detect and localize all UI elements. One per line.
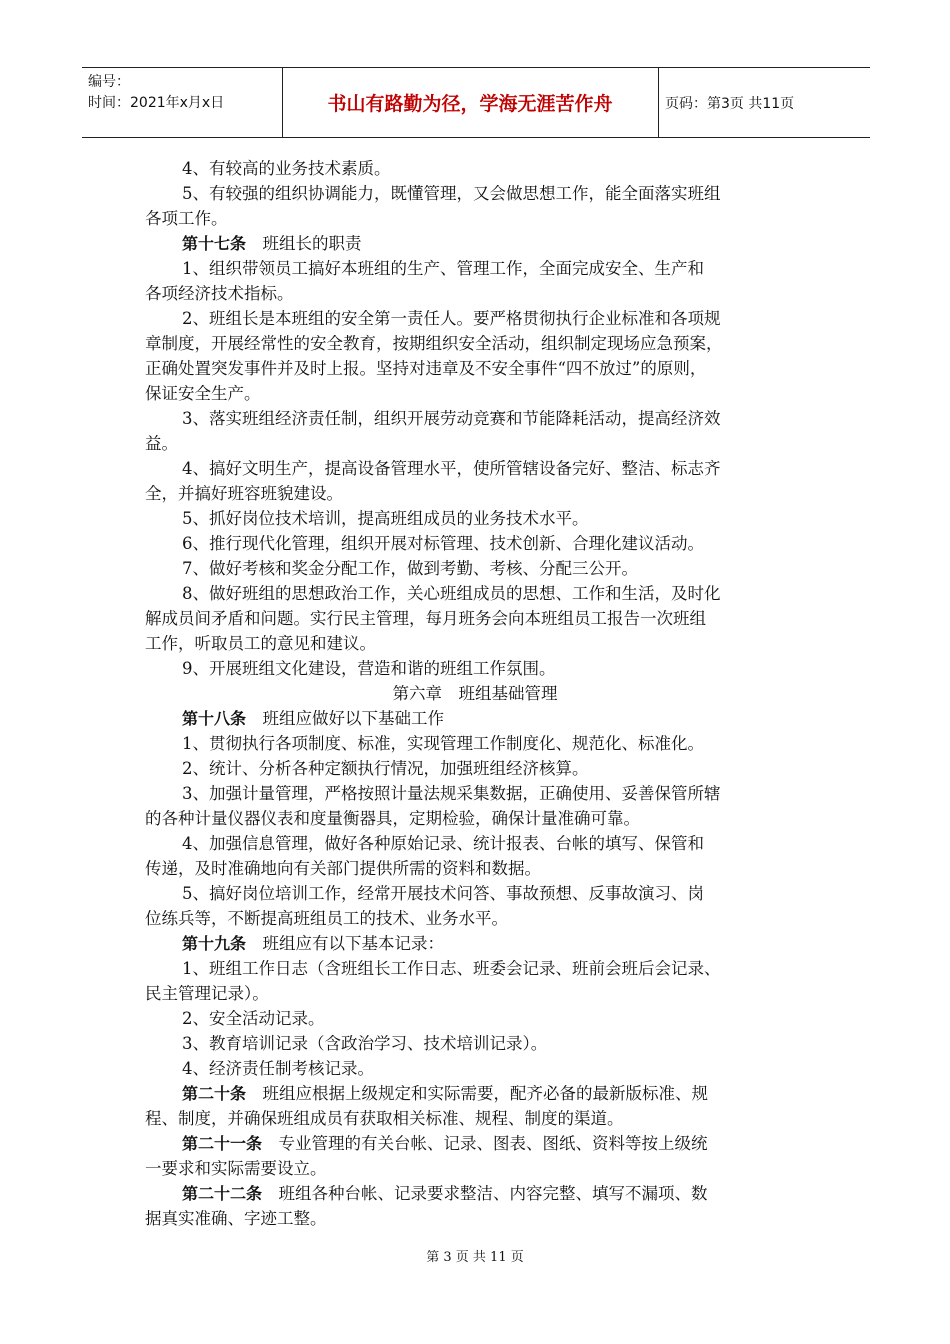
text-line: 7、做好考核和奖金分配工作，做到考勤、考核、分配三公开。	[182, 559, 638, 578]
header-motto: 书山有路勤为径，学海无涯苦作舟	[282, 68, 659, 137]
text-line: 民主管理记录）。	[145, 984, 269, 1003]
article-line	[145, 706, 805, 731]
article-heading: 第二十一条	[182, 1134, 263, 1153]
text-line: 4、加强信息管理，做好各种原始记录、统计报表、台帐的填写、保管和	[182, 834, 704, 853]
page-footer: 第 3 页 共 11 页	[426, 1250, 524, 1265]
text-line: 的各种计量仪器仪表和度量衡器具，定期检验，确保计量准确可靠。	[145, 809, 640, 828]
text-line: 1、班组工作日志（含班组长工作日志、班委会记录、班前会班后会记录、	[182, 959, 721, 978]
text-line: 6、推行现代化管理，组织开展对标管理、技术创新、合理化建议活动。	[182, 534, 704, 553]
text-line: 解成员间矛盾和问题。实行民主管理，每月班务会向本班组员工报告一次班组	[145, 609, 706, 628]
text-line: 8、做好班组的思想政治工作，关心班组成员的思想、工作和生活，及时化	[182, 584, 721, 603]
text-line: 正确处置突发事件并及时上报。坚持对违章及不安全事件“四不放过”的原则，	[145, 359, 707, 378]
article-title: 班组各种台帐、记录要求整洁、内容完整、填写不漏项、数	[278, 1184, 708, 1203]
text-line: 4、搞好文明生产，提高设备管理水平，使所管辖设备完好、整洁、标志齐	[182, 459, 721, 478]
text-line: 3、落实班组经济责任制，组织开展劳动竞赛和节能降耗活动，提高经济效	[182, 409, 721, 428]
text-line: 位练兵等，不断提高班组员工的技术、业务水平。	[145, 909, 508, 928]
text-line: 2、统计、分析各种定额执行情况，加强班组经济核算。	[182, 759, 589, 778]
text-line: 各项工作。	[145, 209, 228, 228]
article-title: 专业管理的有关台帐、记录、图表、图纸、资料等按上级统	[278, 1134, 708, 1153]
text-line: 2、班组长是本班组的安全第一责任人。要严格贯彻执行企业标准和各项规	[182, 309, 721, 328]
article-title: 班组应有以下基本记录：	[262, 934, 445, 953]
page-header	[82, 67, 870, 138]
text-line: 传递，及时准确地向有关部门提供所需的资料和数据。	[145, 859, 541, 878]
text-line: 章制度，开展经常性的安全教育，按期组织安全活动，组织制定现场应急预案，	[145, 334, 723, 353]
article-heading: 第十九条	[182, 934, 247, 953]
text-line: 据真实准确、字迹工整。	[145, 1209, 327, 1228]
chapter-heading: 第六章 班组基础管理	[392, 684, 558, 703]
article-line	[145, 231, 805, 256]
text-line: 程、制度，并确保班组成员有获取相关标准、规程、制度的渠道。	[145, 1109, 624, 1128]
text-line: 4、经济责任制考核记录。	[182, 1059, 374, 1078]
article-heading: 第十八条	[182, 709, 247, 728]
article-heading: 第十七条	[182, 234, 247, 253]
text-line: 各项经济技术指标。	[145, 284, 294, 303]
text-line: 保证安全生产。	[145, 384, 261, 403]
article-title: 班组应根据上级规定和实际需要，配齐必备的最新版标准、规	[262, 1084, 709, 1103]
text-line: 5、搞好岗位培训工作，经常开展技术问答、事故预想、反事故演习、岗	[182, 884, 704, 903]
doc-code: 编号：	[88, 74, 130, 90]
article-line	[145, 1181, 805, 1206]
text-line: 2、安全活动记录。	[182, 1009, 325, 1028]
document-body	[145, 156, 805, 1231]
article-heading: 第二十二条	[182, 1184, 263, 1203]
text-line: 9、开展班组文化建设，营造和谐的班组工作氛围。	[182, 659, 556, 678]
text-line: 5、有较强的组织协调能力，既懂管理，又会做思想工作，能全面落实班组	[182, 184, 721, 203]
text-line: 3、教育培训记录（含政治学习、技术培训记录）。	[182, 1034, 548, 1053]
header-page-info: 页码：第3页 共11页	[665, 95, 795, 112]
text-line: 4、有较高的业务技术素质。	[182, 159, 391, 178]
article-line	[145, 1081, 805, 1106]
text-line: 全，并搞好班容班貌建设。	[145, 484, 343, 503]
text-line: 益。	[145, 434, 178, 453]
article-line	[145, 931, 805, 956]
text-line: 1、贯彻执行各项制度、标准，实现管理工作制度化、规范化、标准化。	[182, 734, 704, 753]
article-heading: 第二十条	[182, 1084, 247, 1103]
article-line	[145, 1131, 805, 1156]
text-line: 工作，听取员工的意见和建议。	[145, 634, 376, 653]
article-title: 班组长的职责	[262, 234, 362, 253]
article-title: 班组应做好以下基础工作	[262, 709, 445, 728]
text-line: 1、组织带领员工搞好本班组的生产、管理工作，全面完成安全、生产和	[182, 259, 704, 278]
text-line: 3、加强计量管理，严格按照计量法规采集数据，正确使用、妥善保管所辖	[182, 784, 721, 803]
text-line: 5、抓好岗位技术培训，提高班组成员的业务技术水平。	[182, 509, 589, 528]
text-line: 一要求和实际需要设立。	[145, 1159, 327, 1178]
header-meta	[82, 68, 283, 137]
doc-date: 时间：2021年x月x日	[88, 95, 225, 111]
